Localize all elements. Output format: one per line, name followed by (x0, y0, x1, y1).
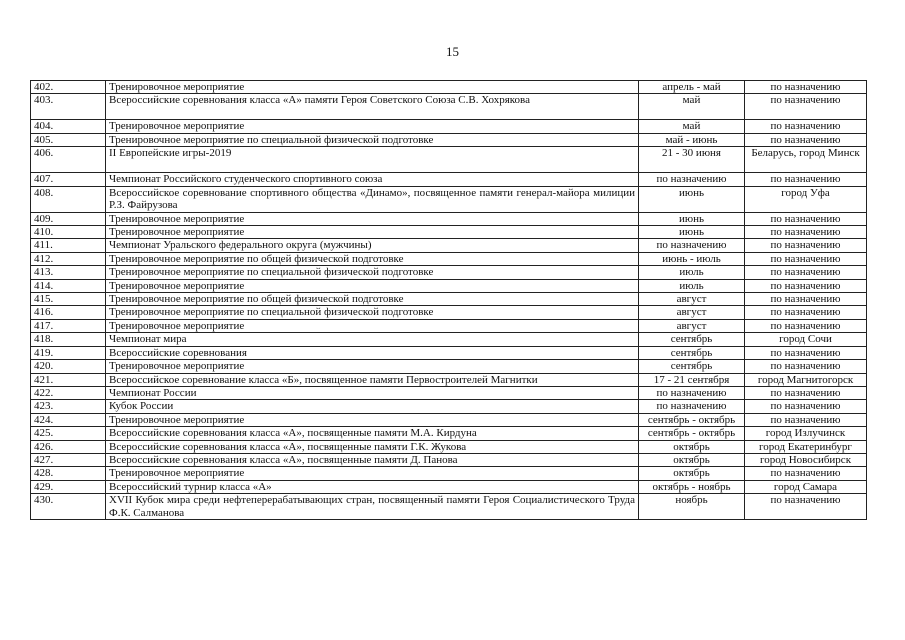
event-place: город Магнитогорск (745, 373, 867, 386)
table-row (31, 239, 867, 252)
event-place: город Екатеринбург (745, 440, 867, 453)
event-date: ноябрь (639, 494, 745, 520)
event-place: по назначению (745, 360, 867, 373)
events-table (30, 80, 867, 520)
event-place: по назначению (745, 279, 867, 292)
row-number: 422. (31, 386, 106, 399)
table-row (31, 480, 867, 493)
event-date: сентябрь - октябрь (639, 413, 745, 426)
event-date: май - июнь (639, 133, 745, 146)
event-name: Тренировочное мероприятие (106, 319, 639, 332)
table-row (31, 360, 867, 373)
event-place: по назначению (745, 319, 867, 332)
event-date: по назначению (639, 239, 745, 252)
table-row (31, 373, 867, 386)
event-name: Тренировочное мероприятие (106, 360, 639, 373)
event-place: Беларусь, город Минск (745, 147, 867, 173)
row-number: 427. (31, 453, 106, 466)
row-number: 409. (31, 212, 106, 225)
table-row (31, 346, 867, 359)
event-name: Тренировочное мероприятие по специальной физической подготовке (106, 306, 639, 319)
event-name: Тренировочное мероприятие по специальной физической подготовке (106, 266, 639, 279)
event-place: по назначению (745, 467, 867, 480)
row-number: 421. (31, 373, 106, 386)
row-number: 424. (31, 413, 106, 426)
row-number: 414. (31, 279, 106, 292)
event-place: по назначению (745, 226, 867, 239)
event-name: Всероссийские соревнования (106, 346, 639, 359)
event-date: октябрь (639, 440, 745, 453)
table-row (31, 494, 867, 520)
event-name: Тренировочное мероприятие (106, 81, 639, 94)
event-name: Чемпионат мира (106, 333, 639, 346)
event-date: октябрь (639, 467, 745, 480)
table-row (31, 386, 867, 399)
event-name: Всероссийские соревнования класса «А», посвященные памяти Г.К. Жукова (106, 440, 639, 453)
row-number: 411. (31, 239, 106, 252)
event-date: август (639, 319, 745, 332)
table-row (31, 94, 867, 120)
event-name: Чемпионат Уральского федерального округа (мужчины) (106, 239, 639, 252)
event-place: город Самара (745, 480, 867, 493)
event-name: Тренировочное мероприятие (106, 467, 639, 480)
row-number: 410. (31, 226, 106, 239)
table-row (31, 252, 867, 265)
event-place: город Сочи (745, 333, 867, 346)
row-number: 408. (31, 186, 106, 212)
event-place: по назначению (745, 212, 867, 225)
event-date: сентябрь (639, 360, 745, 373)
event-date: июнь - июль (639, 252, 745, 265)
table-row (31, 453, 867, 466)
event-date: июнь (639, 186, 745, 212)
table-row (31, 400, 867, 413)
table-row (31, 427, 867, 440)
event-name: Тренировочное мероприятие по специальной физической подготовке (106, 133, 639, 146)
row-number: 426. (31, 440, 106, 453)
table-row (31, 306, 867, 319)
event-name: XVII Кубок мира среди нефтеперерабатывающих стран, посвященный памяти Героя Социалистического Труда Ф.К. Салманова (106, 494, 639, 520)
table-row (31, 147, 867, 173)
event-date: октябрь - ноябрь (639, 480, 745, 493)
event-date: сентябрь (639, 346, 745, 359)
event-name: Тренировочное мероприятие (106, 413, 639, 426)
table-row (31, 440, 867, 453)
row-number: 403. (31, 94, 106, 120)
event-date: по назначению (639, 173, 745, 186)
event-name: Всероссийское соревнование класса «Б», посвященное памяти Первостроителей Магнитки (106, 373, 639, 386)
table-row (31, 266, 867, 279)
event-place: по назначению (745, 94, 867, 120)
event-name: Тренировочное мероприятие (106, 212, 639, 225)
event-place: по назначению (745, 346, 867, 359)
event-name: Кубок России (106, 400, 639, 413)
table-row (31, 133, 867, 146)
event-date: по назначению (639, 400, 745, 413)
table-row (31, 81, 867, 94)
event-place: по назначению (745, 120, 867, 133)
table-row (31, 212, 867, 225)
event-date: апрель - май (639, 81, 745, 94)
row-number: 417. (31, 319, 106, 332)
event-place: по назначению (745, 173, 867, 186)
event-name: Всероссийские соревнования класса «А», посвященные памяти М.А. Кирдуна (106, 427, 639, 440)
row-number: 406. (31, 147, 106, 173)
event-place: город Новосибирск (745, 453, 867, 466)
event-name: Тренировочное мероприятие (106, 120, 639, 133)
event-place: по назначению (745, 400, 867, 413)
event-name: Всероссийские соревнования класса «А», посвященные памяти Д. Панова (106, 453, 639, 466)
event-name: Чемпионат России (106, 386, 639, 399)
row-number: 407. (31, 173, 106, 186)
table-row (31, 279, 867, 292)
table-row (31, 319, 867, 332)
event-place: по назначению (745, 386, 867, 399)
table-row (31, 413, 867, 426)
row-number: 418. (31, 333, 106, 346)
event-date: 17 - 21 сентября (639, 373, 745, 386)
event-place: город Уфа (745, 186, 867, 212)
event-date: сентябрь - октябрь (639, 427, 745, 440)
event-name: Всероссийское соревнование спортивного общества «Динамо», посвященное памяти генерал-майора милиции Р.З. Файрузова (106, 186, 639, 212)
event-name: Тренировочное мероприятие (106, 279, 639, 292)
event-date: июнь (639, 226, 745, 239)
table-row (31, 226, 867, 239)
event-name: Тренировочное мероприятие (106, 226, 639, 239)
event-date: сентябрь (639, 333, 745, 346)
row-number: 402. (31, 81, 106, 94)
row-number: 404. (31, 120, 106, 133)
event-date: по назначению (639, 386, 745, 399)
event-date: май (639, 120, 745, 133)
event-name: Тренировочное мероприятие по общей физической подготовке (106, 293, 639, 306)
page-number: 15 (446, 44, 459, 59)
event-name: Всероссийский турнир класса «А» (106, 480, 639, 493)
table-row (31, 293, 867, 306)
row-number: 412. (31, 252, 106, 265)
table-row (31, 120, 867, 133)
event-place: по назначению (745, 239, 867, 252)
event-place: по назначению (745, 81, 867, 94)
table-row (31, 467, 867, 480)
event-date: 21 - 30 июня (639, 147, 745, 173)
row-number: 420. (31, 360, 106, 373)
row-number: 419. (31, 346, 106, 359)
event-place: по назначению (745, 494, 867, 520)
event-date: июнь (639, 212, 745, 225)
event-date: август (639, 306, 745, 319)
event-name: II Европейские игры-2019 (106, 147, 639, 173)
row-number: 428. (31, 467, 106, 480)
row-number: 423. (31, 400, 106, 413)
row-number: 405. (31, 133, 106, 146)
table-row (31, 173, 867, 186)
event-name: Чемпионат Российского студенческого спортивного союза (106, 173, 639, 186)
row-number: 429. (31, 480, 106, 493)
event-place: по назначению (745, 413, 867, 426)
event-name: Тренировочное мероприятие по общей физической подготовке (106, 252, 639, 265)
event-name: Всероссийские соревнования класса «А» памяти Героя Советского Союза С.В. Хохрякова (106, 94, 639, 120)
row-number: 425. (31, 427, 106, 440)
event-date: август (639, 293, 745, 306)
event-date: июль (639, 279, 745, 292)
event-date: октябрь (639, 453, 745, 466)
event-place: город Излучинск (745, 427, 867, 440)
table-row (31, 186, 867, 212)
row-number: 430. (31, 494, 106, 520)
table-row (31, 333, 867, 346)
event-date: июль (639, 266, 745, 279)
event-date: май (639, 94, 745, 120)
event-place: по назначению (745, 252, 867, 265)
row-number: 416. (31, 306, 106, 319)
row-number: 413. (31, 266, 106, 279)
event-place: по назначению (745, 306, 867, 319)
event-place: по назначению (745, 133, 867, 146)
row-number: 415. (31, 293, 106, 306)
event-place: по назначению (745, 266, 867, 279)
event-place: по назначению (745, 293, 867, 306)
